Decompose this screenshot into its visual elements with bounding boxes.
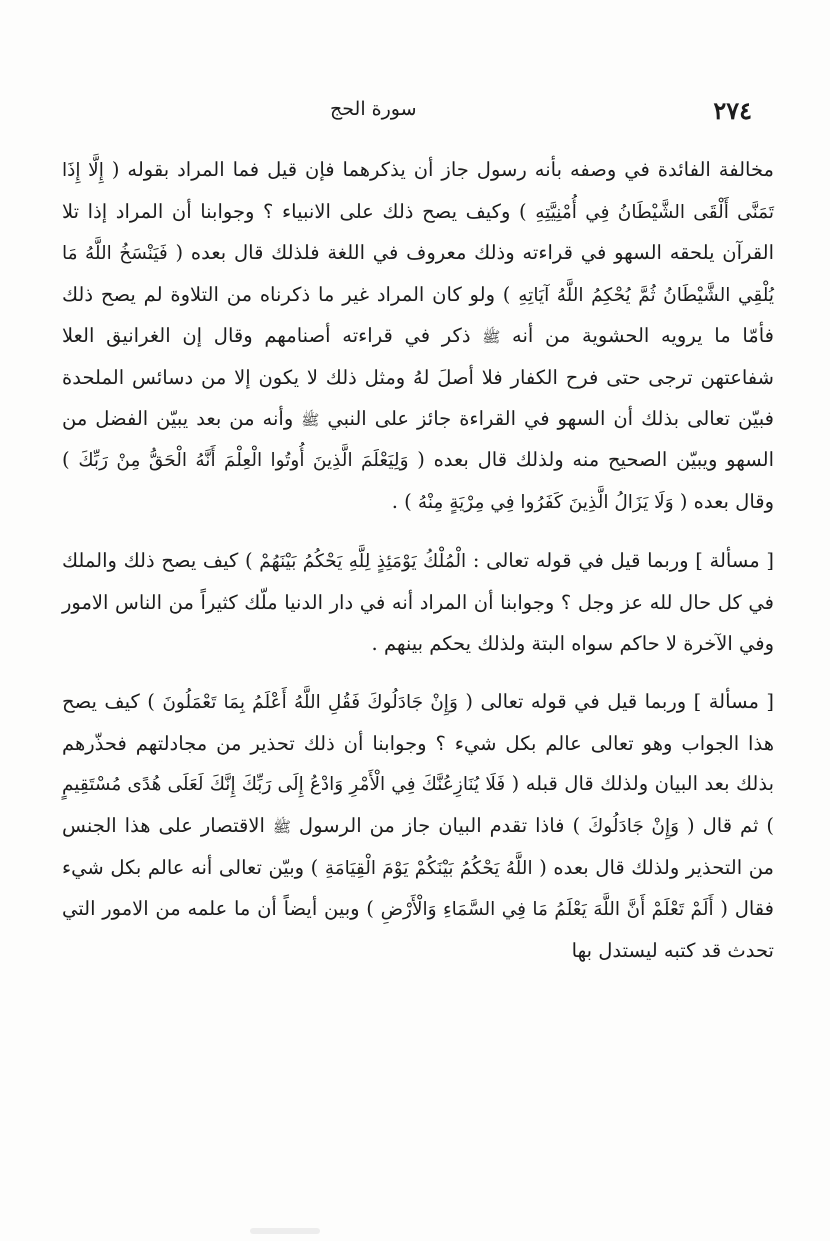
quran-quote: فَيَنْسَخُ اللَّهُ مَا يُلْقِي الشَّيْطَانُ ثُمَّ يُحْكِمُ اللَّهُ آيَاتِهِ: [62, 243, 775, 306]
quran-quote: اللَّهُ يَحْكُمُ بَيْنَكُمْ يَوْمَ الْقِيَامَةِ: [324, 857, 533, 879]
text-segment: مخالفة الفائدة في وصفه بأنه رسول جاز أن يذكرهما فإن قيل فما المراد بقوله (: [103, 158, 774, 181]
paragraph-1: [62, 150, 774, 523]
text-segment: [ مسألة ] وربما قيل في قوله تعالى (: [457, 690, 774, 714]
scan-smudge-decoration: [250, 1228, 320, 1234]
text-segment: ذكر في قراءته أصنامهم وقال إن الغرانيق العلا شفاعتهن ترجى حتى فرح الكفار فلا أصلَ لهُ ومثل ذلك لا يكون إلا من دسائس الملحدة فبيّن تعالى بذلك أن السهو في القراءة جائز على النبي: [62, 324, 774, 430]
quran-quote: فَلَا يُنَازِعُنَّكَ فِي الْأَمْرِ وَادْعُ إِلَى رَبِّكَ إِنَّكَ لَعَلَى هُدًى مُسْتَقِيمٍ: [62, 774, 506, 796]
running-title: سورة الحج: [330, 98, 417, 120]
text-segment: ) كيف يصح هذا الجواب وهو تعالى عالم بكل شيء ؟ وجوابنا أن ذلك تحذير من مجادلتهم فحذّرهم بذلك بعد البيان ولذلك قال قبله (: [62, 690, 774, 796]
page-number: ٢٧٤: [713, 96, 752, 125]
quran-quote: وَإِنْ جَادَلُوكَ فَقُلِ اللَّهُ أَعْلَمُ بِمَا تَعْمَلُونَ: [162, 692, 458, 714]
paragraph-2: [62, 541, 774, 664]
body-text: [62, 150, 774, 971]
text-segment: [ مسألة ] وربما قيل في قوله تعالى :: [466, 549, 774, 573]
quran-quote: الْمُلْكُ يَوْمَئِذٍ لِلَّهِ يَحْكُمُ بَيْنَهُمْ: [259, 551, 467, 573]
paragraph-gap: [62, 664, 774, 682]
text-segment: ) وبين أيضاً أن ما علمه من الامور التي تحدث قد كتبه ليستدل بها: [62, 897, 774, 962]
quran-quote: أَلَمْ تَعْلَمْ أَنَّ اللَّهَ يَعْلَمُ مَا فِي السَّمَاءِ وَالْأَرْضِ: [380, 899, 714, 921]
paragraph-3: [62, 682, 774, 971]
text-segment: ) فاذا تقدم البيان جاز من الرسول: [290, 813, 589, 837]
salutation-glyph: ﷺ: [482, 328, 501, 347]
text-segment: الاقتصار على هذا الجنس من التحذير ولذلك قال بعده (: [62, 813, 775, 879]
salutation-glyph: ﷺ: [301, 410, 320, 429]
quran-quote: وَإِنْ جَادَلُوكَ: [588, 815, 680, 837]
text-segment: ) ثم قال (: [679, 813, 774, 837]
salutation-glyph: ﷺ: [272, 817, 291, 836]
quran-quote: وَلِيَعْلَمَ الَّذِينَ أُوتُوا الْعِلْمَ أَنَّهُ الْحَقُّ مِنْ رَبِّكَ: [78, 450, 409, 472]
quran-quote: إِلَّا إِذَا تَمَنَّى أَلْقَى الشَّيْطَانُ فِي أُمْنِيَّتِهِ: [62, 160, 774, 223]
text-segment: ) وكيف يصح ذلك على الانبياء ؟ وجوابنا أن المراد إذا تلا القرآن يلحقه السهو في قراءته وذلك معروف في اللغة فلذلك قال بعده (: [62, 199, 774, 265]
text-segment: ) وبيّن تعالى أنه عالم بكل شيء فقال (: [62, 855, 774, 921]
paragraph-gap: [62, 523, 774, 541]
text-segment: ) .: [391, 489, 418, 513]
text-segment: ) وقال بعده (: [62, 448, 774, 513]
text-segment: ) ولو كان المراد غير ما ذكرناه من التلاوة لم يصح ذلك فأمّا ما يرويه الحشوية من أنه: [62, 282, 774, 348]
text-segment: وأنه من بعد يبيّن الفضل من السهو ويبيّن الصحيح منه ولذلك قال بعده (: [62, 406, 774, 472]
quran-quote: وَلَا يَزَالُ الَّذِينَ كَفَرُوا فِي مِرْيَةٍ مِنْهُ: [417, 491, 674, 513]
text-segment: ) كيف يصح ذلك والملك في كل حال لله عز وجل ؟ وجوابنا أن المراد أنه في دار الدنيا ملّك كثيراً من الناس الامور وفي الآخرة لا حاكم سواه البتة ولذلك يحكم بينهم .: [62, 549, 774, 655]
page-header: [60, 92, 760, 132]
